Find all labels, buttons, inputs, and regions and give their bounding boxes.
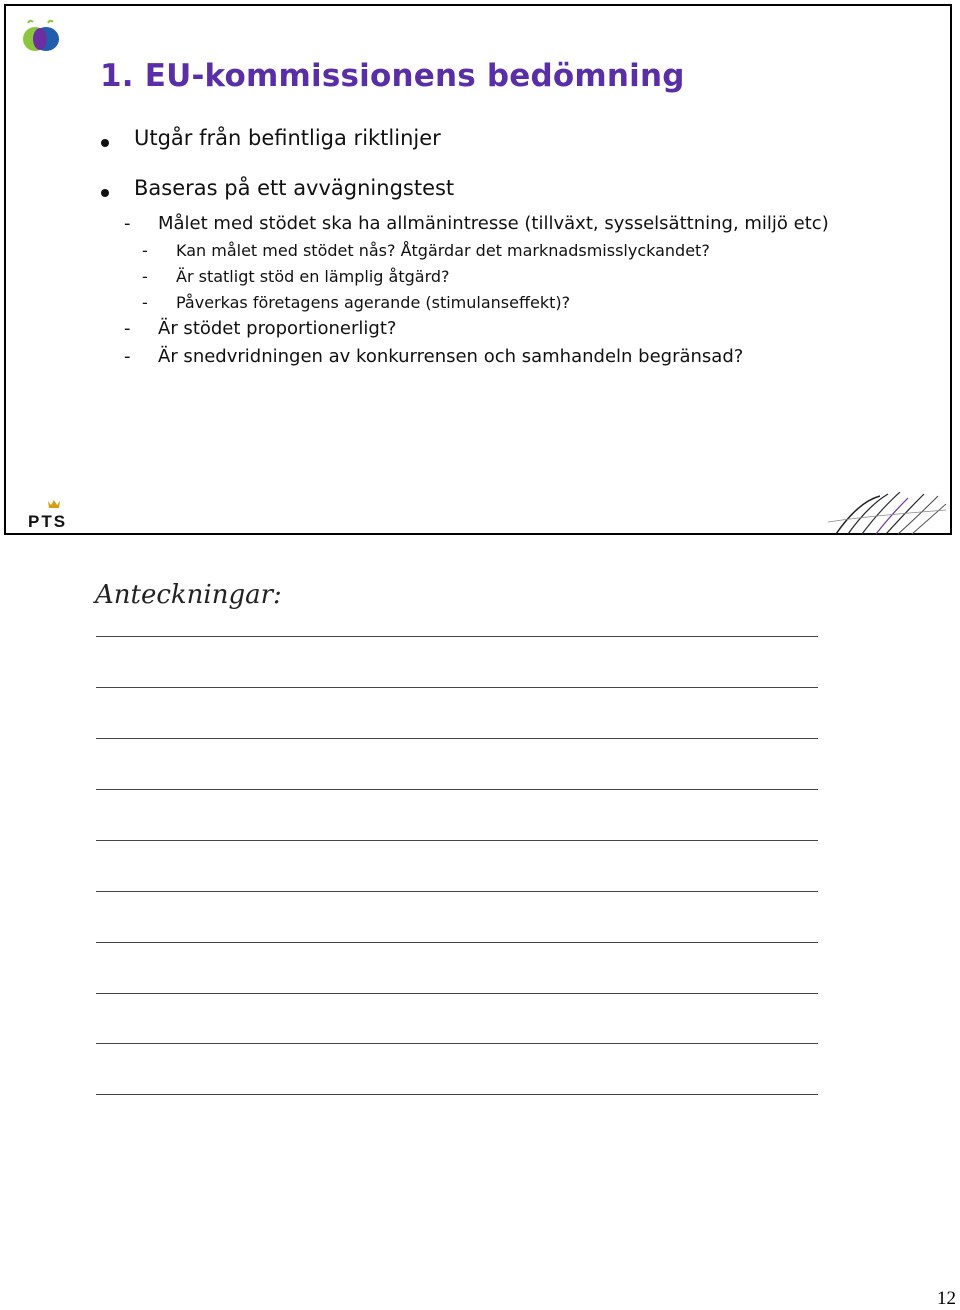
- note-line: [96, 1043, 818, 1044]
- note-line: [96, 738, 818, 739]
- sub-item-text: Är stödet proportionerligt?: [158, 318, 397, 339]
- swoosh-graphic: [828, 492, 948, 535]
- note-line: [96, 636, 818, 637]
- bullet-text: Utgår från befintliga riktlinjer: [134, 126, 441, 150]
- sub-dash: -: [142, 241, 148, 260]
- note-line: [96, 993, 818, 994]
- note-line: [96, 687, 818, 688]
- sub-dash: -: [142, 293, 148, 312]
- note-line: [96, 1094, 818, 1095]
- sub-dash: -: [124, 213, 131, 234]
- pts-logo-text: PTS: [28, 512, 68, 530]
- sub-item-text: Påverkas företagens agerande (stimulanseffekt)?: [176, 293, 571, 312]
- note-line: [96, 891, 818, 892]
- sub-dash: -: [142, 267, 148, 286]
- slide-frame: [4, 4, 952, 535]
- sub-item-text: Är snedvridningen av konkurrensen och samhandeln begränsad?: [158, 346, 744, 367]
- note-line: [96, 942, 818, 943]
- bullet-dot: [101, 139, 109, 147]
- pts-logo: [26, 498, 86, 530]
- crown-icon: [48, 500, 60, 508]
- page-number: 12: [937, 1288, 956, 1309]
- sub-item-text: Är statligt stöd en lämplig åtgärd?: [176, 267, 450, 286]
- note-line: [96, 789, 818, 790]
- notes-heading: Anteckningar:: [95, 580, 282, 610]
- sub-item-text: Kan målet med stödet nås? Åtgärdar det marknadsmisslyckandet?: [176, 241, 710, 260]
- slide-title: 1. EU-kommissionens bedömning: [100, 58, 685, 94]
- bullet-dot: [101, 189, 109, 197]
- fruit-logo-icon: [20, 19, 62, 53]
- sub-item-text: Målet med stödet ska ha allmänintresse (tillväxt, sysselsättning, miljö etc): [158, 213, 829, 234]
- note-line: [96, 840, 818, 841]
- sub-dash: -: [124, 318, 131, 339]
- sub-dash: -: [124, 346, 131, 367]
- bullet-text: Baseras på ett avvägningstest: [134, 176, 455, 200]
